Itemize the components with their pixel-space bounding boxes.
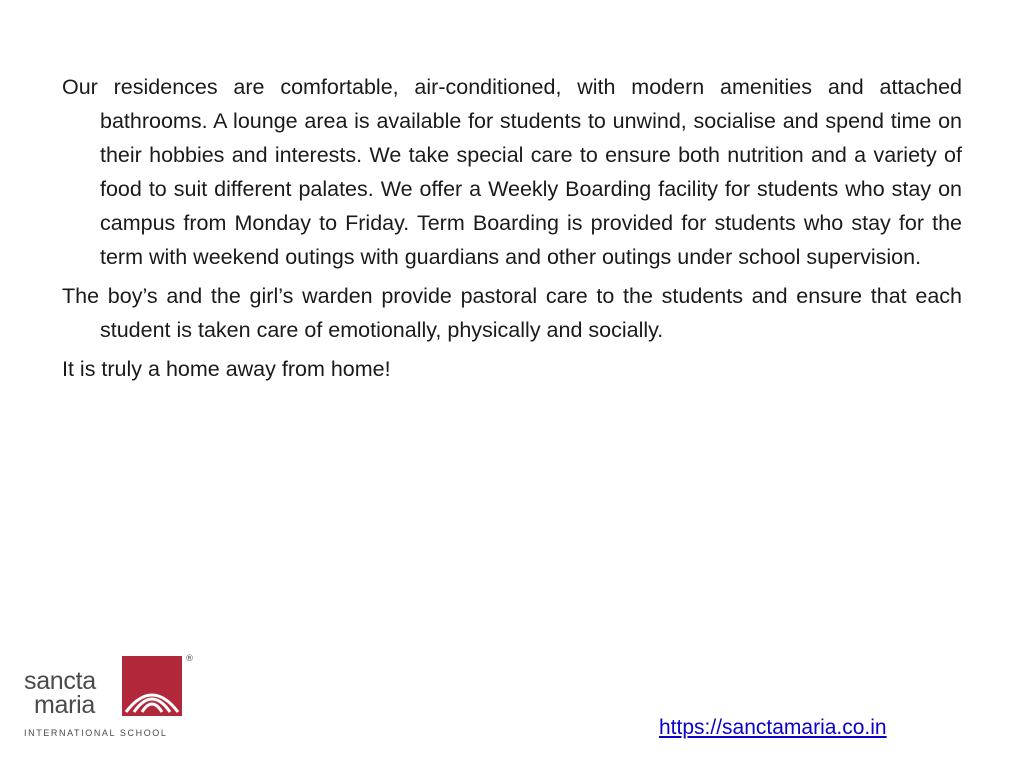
- registered-mark: ®: [185, 654, 194, 664]
- paragraph-closing: It is truly a home away from home!: [62, 357, 391, 381]
- logo-tagline: INTERNATIONAL SCHOOL: [24, 728, 168, 738]
- school-logo: [22, 654, 202, 744]
- logo-word-maria: maria: [34, 691, 96, 719]
- logo-word-sancta: sancta: [24, 667, 96, 695]
- website-link[interactable]: https://sanctamaria.co.in: [659, 716, 887, 739]
- paragraph-residences: Our residences are comfortable, air-conditioned, with modern amenities and attached bathrooms. A lounge area is available for students to unwind, socialise and spend time on their hobbies and interests. We take special care to ensure both nutrition and a variety of food to suit different palates. We offer a Weekly Boarding facility for students who stay on campus from Monday to Friday. Term Boarding is provided for students who stay for the term with weekend outings with guardians and other outings under school supervision.: [62, 75, 962, 269]
- paragraph-wardens: The boy’s and the girl’s warden provide pastoral care to the students and ensure that each student is taken care of emotionally, physically and socially.: [62, 284, 962, 342]
- sancta-maria-logo-mark-icon: [122, 656, 182, 716]
- body-text: [62, 70, 962, 391]
